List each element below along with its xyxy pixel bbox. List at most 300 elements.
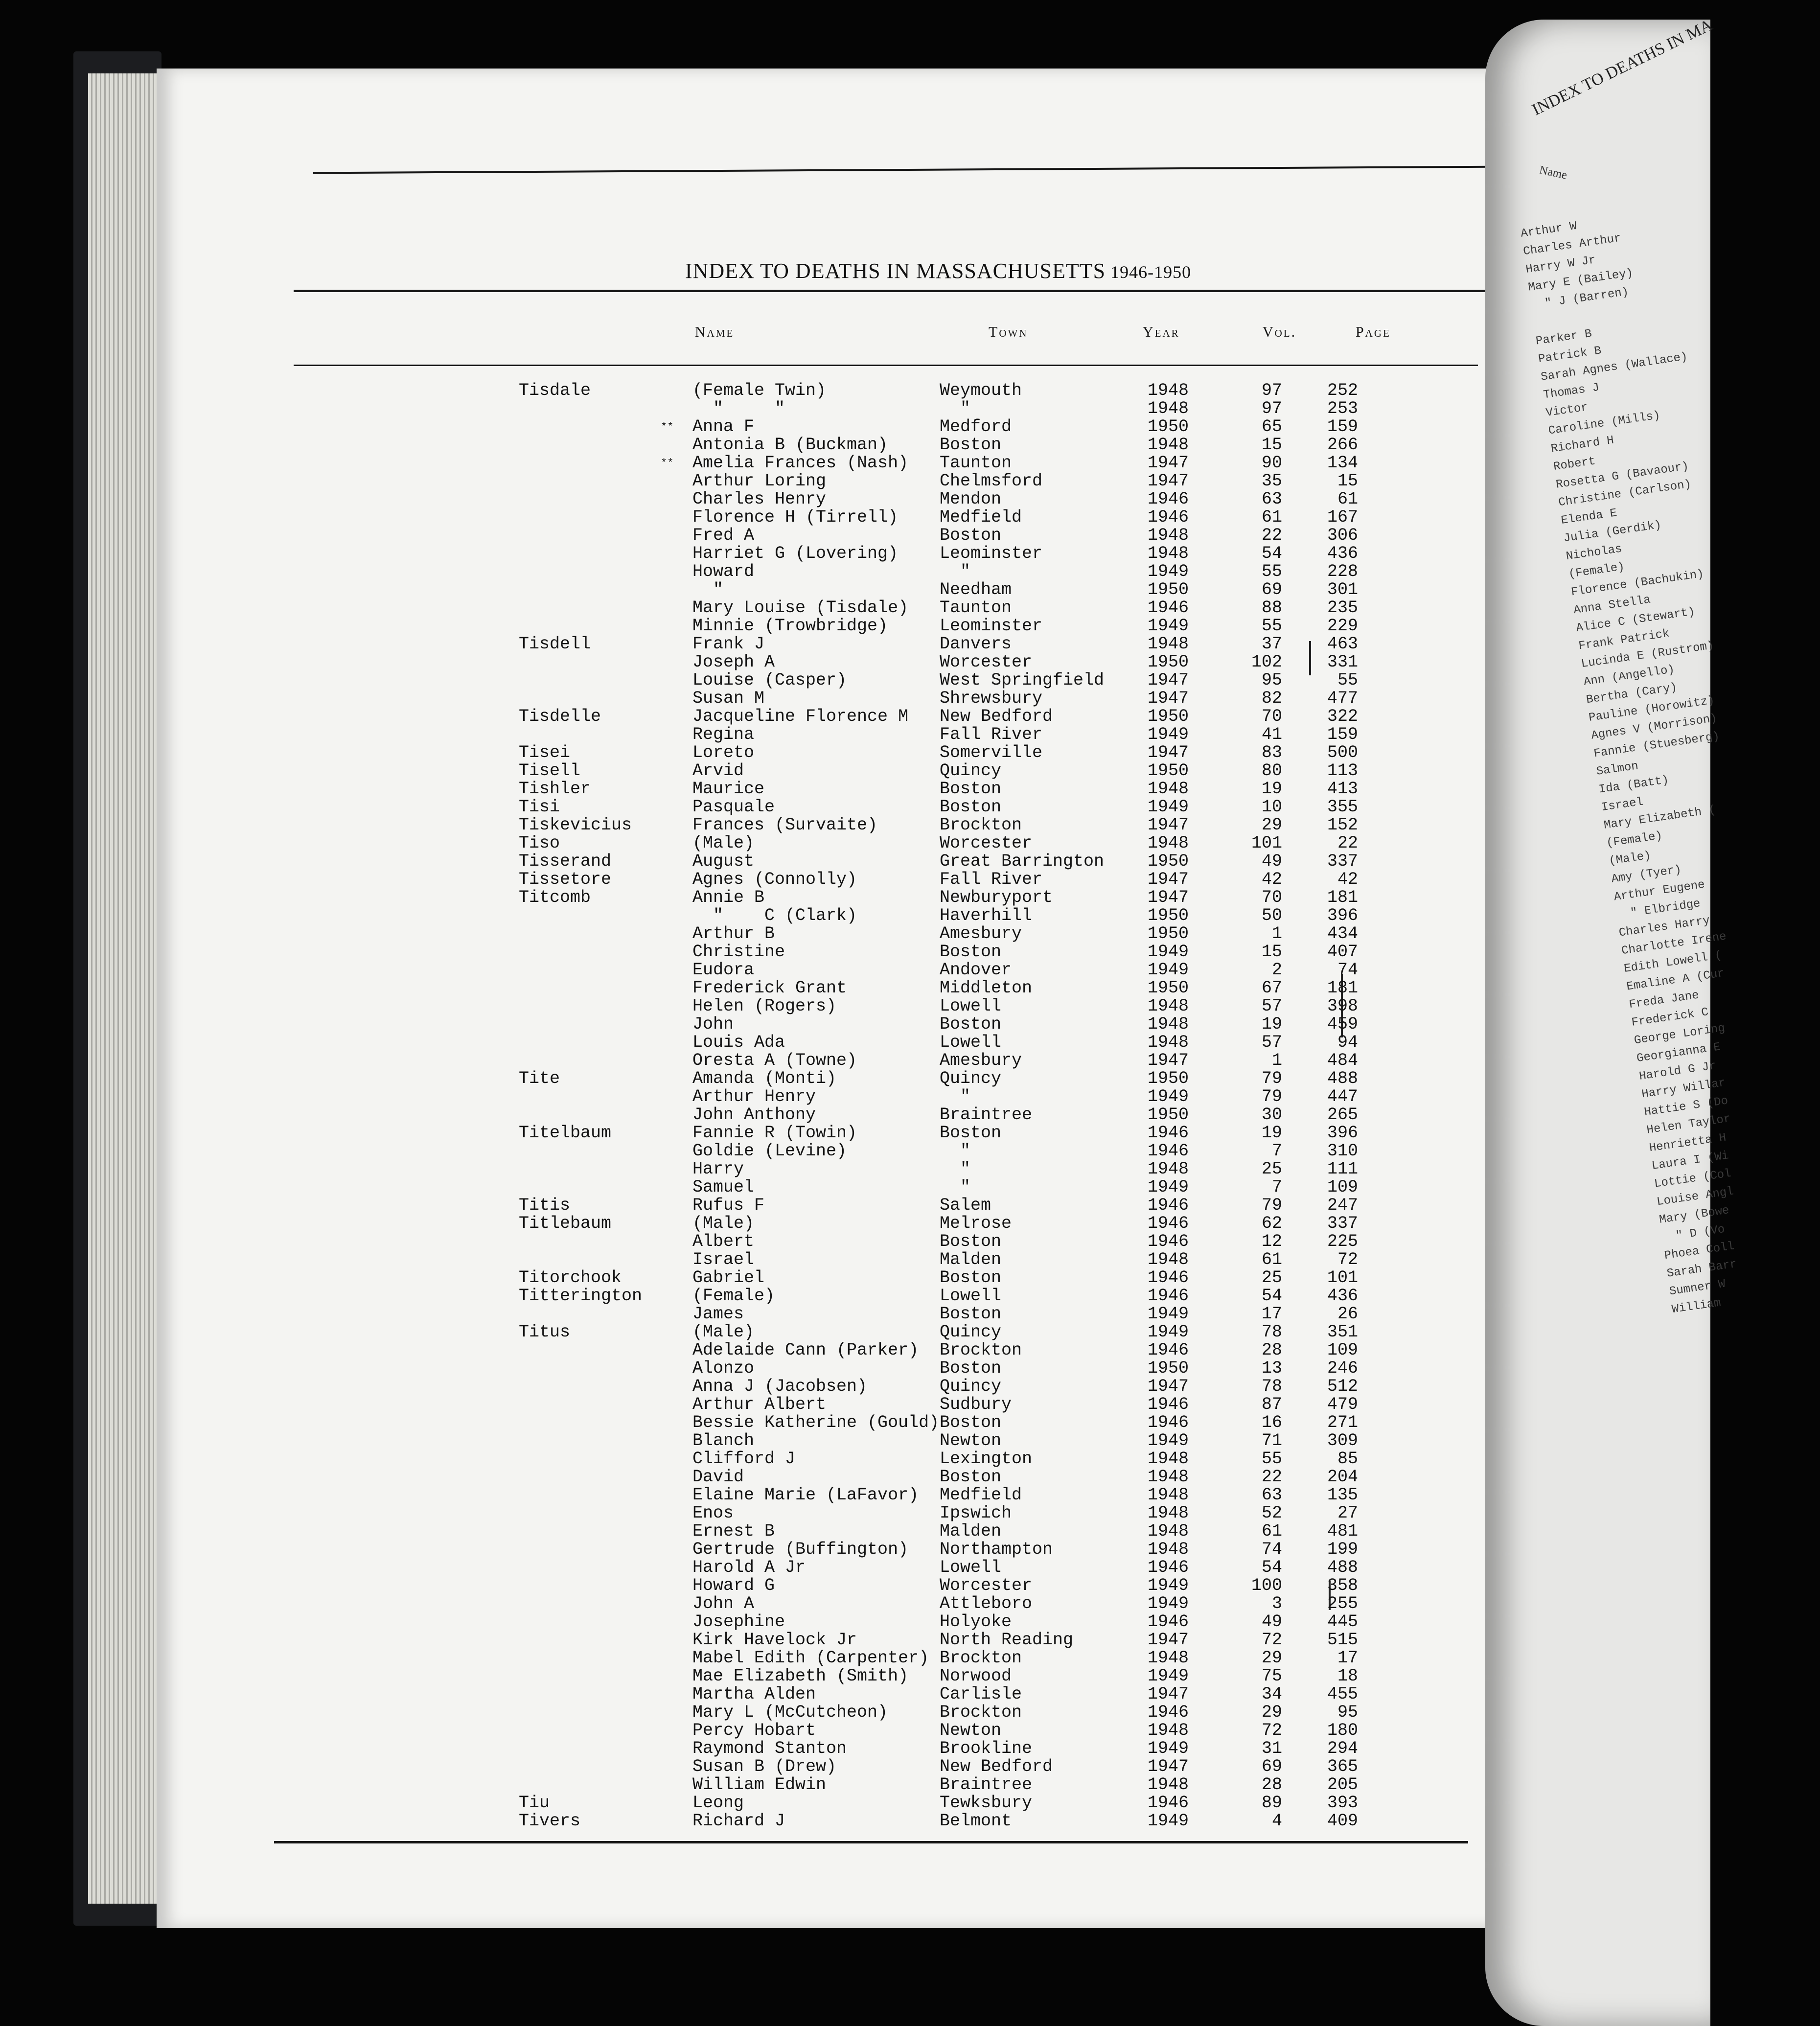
year: 1949 bbox=[1148, 960, 1189, 980]
table-row bbox=[519, 1088, 1497, 1106]
given-name: Arthur B bbox=[692, 924, 775, 944]
table-row bbox=[519, 1776, 1497, 1794]
town: Malden bbox=[940, 1521, 1002, 1541]
page-number: 355 bbox=[1327, 797, 1358, 817]
bottom-rule bbox=[274, 1841, 1468, 1843]
page-number: 94 bbox=[1337, 1033, 1358, 1052]
asterisk-mark: ** bbox=[661, 421, 674, 433]
given-name: Florence H (Tirrell) bbox=[692, 507, 898, 527]
volume: 71 bbox=[1261, 1431, 1282, 1450]
town: Worcester bbox=[940, 652, 1033, 672]
year: 1947 bbox=[1148, 471, 1189, 491]
town: Taunton bbox=[940, 598, 1012, 618]
page-number: 477 bbox=[1327, 689, 1358, 708]
page-number: 455 bbox=[1327, 1684, 1358, 1704]
town: North Reading bbox=[940, 1630, 1074, 1650]
given-name: Percy Hobart bbox=[692, 1721, 816, 1740]
surname: Tite bbox=[519, 1069, 560, 1088]
year: 1950 bbox=[1148, 1358, 1189, 1378]
town: Northampton bbox=[940, 1540, 1053, 1559]
table-row bbox=[519, 852, 1497, 871]
page-number: 398 bbox=[1327, 996, 1358, 1016]
town: Needham bbox=[940, 580, 1012, 599]
volume: 35 bbox=[1261, 471, 1282, 491]
table-row bbox=[519, 1577, 1497, 1595]
page-number: 515 bbox=[1327, 1630, 1358, 1650]
given-name: Charles Henry bbox=[692, 489, 827, 509]
table-row bbox=[519, 961, 1497, 979]
given-name: John bbox=[692, 1014, 734, 1034]
year: 1946 bbox=[1148, 1232, 1189, 1251]
given-name: Fannie R (Towin) bbox=[692, 1123, 857, 1143]
table-row bbox=[519, 400, 1497, 418]
page-number: 101 bbox=[1327, 1268, 1358, 1288]
table-row bbox=[519, 1034, 1497, 1052]
surname: Titelbaum bbox=[519, 1123, 612, 1143]
page-number: 266 bbox=[1327, 435, 1358, 455]
surname: Tiu bbox=[519, 1793, 550, 1813]
volume: 101 bbox=[1251, 833, 1282, 853]
year: 1949 bbox=[1148, 616, 1189, 636]
year: 1948 bbox=[1148, 634, 1189, 654]
volume: 69 bbox=[1261, 580, 1282, 599]
page-number: 152 bbox=[1327, 815, 1358, 835]
town: Leominster bbox=[940, 616, 1043, 636]
given-name: William Edwin bbox=[692, 1775, 827, 1795]
year: 1946 bbox=[1148, 1123, 1189, 1143]
town: " bbox=[940, 399, 971, 418]
volume: 7 bbox=[1271, 1177, 1282, 1197]
town: Andover bbox=[940, 960, 1012, 980]
page-number: 199 bbox=[1327, 1540, 1358, 1559]
table-row bbox=[519, 1812, 1497, 1830]
volume: 69 bbox=[1261, 1757, 1282, 1776]
table-row bbox=[519, 1522, 1497, 1541]
header-rule-bottom bbox=[294, 365, 1478, 366]
table-row bbox=[519, 1631, 1497, 1649]
given-name: Mary Louise (Tisdale) bbox=[692, 598, 909, 618]
surname: Titterington bbox=[519, 1286, 643, 1306]
town: Quincy bbox=[940, 1069, 1002, 1088]
title-years: 1946-1950 bbox=[1110, 262, 1192, 282]
page-number: 337 bbox=[1327, 1214, 1358, 1233]
year: 1947 bbox=[1148, 1630, 1189, 1650]
year: 1949 bbox=[1148, 1322, 1189, 1342]
page-number: 204 bbox=[1327, 1467, 1358, 1487]
col-header-year: Year bbox=[1143, 324, 1180, 340]
page-number: 322 bbox=[1327, 707, 1358, 726]
year: 1950 bbox=[1148, 761, 1189, 781]
town: Carlisle bbox=[940, 1684, 1022, 1704]
town: Amesbury bbox=[940, 924, 1022, 944]
town: West Springfield bbox=[940, 670, 1105, 690]
surname: Tisserand bbox=[519, 852, 612, 871]
table-row bbox=[519, 925, 1497, 943]
page-number: 479 bbox=[1327, 1395, 1358, 1414]
table-row bbox=[519, 472, 1497, 490]
given-name: Harry bbox=[692, 1159, 744, 1179]
town: Amesbury bbox=[940, 1051, 1022, 1070]
page-number: 85 bbox=[1337, 1449, 1358, 1469]
year: 1950 bbox=[1148, 707, 1189, 726]
table-row bbox=[519, 1740, 1497, 1758]
town: Mendon bbox=[940, 489, 1002, 509]
year: 1948 bbox=[1148, 779, 1189, 799]
year: 1950 bbox=[1148, 1069, 1189, 1088]
volume: 49 bbox=[1261, 852, 1282, 871]
volume: 3 bbox=[1271, 1594, 1282, 1613]
volume: 22 bbox=[1261, 1467, 1282, 1487]
table-row bbox=[519, 454, 1497, 472]
year: 1946 bbox=[1148, 507, 1189, 527]
table-row bbox=[519, 1378, 1497, 1396]
page-number: 246 bbox=[1327, 1358, 1358, 1378]
town: Boston bbox=[940, 1413, 1002, 1432]
given-name: Adelaide Cann (Parker) bbox=[692, 1340, 919, 1360]
table-row bbox=[519, 1215, 1497, 1233]
year: 1950 bbox=[1148, 1105, 1189, 1125]
year: 1948 bbox=[1148, 1485, 1189, 1505]
table-row bbox=[519, 997, 1497, 1015]
table-row bbox=[519, 1432, 1497, 1450]
page-number: 229 bbox=[1327, 616, 1358, 636]
volume: 79 bbox=[1261, 1196, 1282, 1215]
year: 1946 bbox=[1148, 1703, 1189, 1722]
town: Newton bbox=[940, 1721, 1002, 1740]
volume: 57 bbox=[1261, 1033, 1282, 1052]
page-number: 512 bbox=[1327, 1377, 1358, 1396]
table-row bbox=[519, 1070, 1497, 1088]
given-name: Howard bbox=[692, 562, 755, 581]
volume: 70 bbox=[1261, 707, 1282, 726]
volume: 1 bbox=[1271, 1051, 1282, 1070]
table-row bbox=[519, 798, 1497, 816]
given-name: John A bbox=[692, 1594, 755, 1613]
town: Tewksbury bbox=[940, 1793, 1033, 1813]
surname: Tisell bbox=[519, 761, 581, 781]
town: Newton bbox=[940, 1431, 1002, 1450]
year: 1947 bbox=[1148, 815, 1189, 835]
town: New Bedford bbox=[940, 707, 1053, 726]
volume: 61 bbox=[1261, 507, 1282, 527]
surname: Tisdelle bbox=[519, 707, 601, 726]
table-row bbox=[519, 889, 1497, 907]
table-row bbox=[519, 1197, 1497, 1215]
page-number: 301 bbox=[1327, 580, 1358, 599]
town: Quincy bbox=[940, 1377, 1002, 1396]
town: Leominster bbox=[940, 544, 1043, 563]
table-row bbox=[519, 508, 1497, 527]
table-row bbox=[519, 635, 1497, 653]
page-number: 252 bbox=[1327, 381, 1358, 400]
given-name: Raymond Stanton bbox=[692, 1739, 847, 1758]
volume: 70 bbox=[1261, 888, 1282, 907]
page-number: 111 bbox=[1327, 1159, 1358, 1179]
table-row bbox=[519, 1685, 1497, 1704]
year: 1948 bbox=[1148, 1521, 1189, 1541]
volume: 19 bbox=[1261, 1014, 1282, 1034]
table-row bbox=[519, 671, 1497, 690]
opposite-page bbox=[1485, 16, 1738, 2026]
given-name: Fred A bbox=[692, 526, 755, 545]
page-number: 55 bbox=[1337, 670, 1358, 690]
table-row bbox=[519, 1468, 1497, 1486]
volume: 2 bbox=[1271, 960, 1282, 980]
page-number: 309 bbox=[1327, 1431, 1358, 1450]
page-number: 358 bbox=[1327, 1576, 1358, 1595]
table-row bbox=[519, 1649, 1497, 1667]
town: Boston bbox=[940, 1268, 1002, 1288]
volume: 25 bbox=[1261, 1159, 1282, 1179]
volume: 61 bbox=[1261, 1521, 1282, 1541]
page-number: 159 bbox=[1327, 417, 1358, 437]
given-name: Arthur Albert bbox=[692, 1395, 827, 1414]
year: 1948 bbox=[1148, 1503, 1189, 1523]
given-name: " bbox=[692, 580, 724, 599]
page-number: 396 bbox=[1327, 906, 1358, 925]
town: Danvers bbox=[940, 634, 1012, 654]
given-name: Helen (Rogers) bbox=[692, 996, 837, 1016]
table-row bbox=[519, 1559, 1497, 1577]
page-number: 310 bbox=[1327, 1141, 1358, 1161]
page-number: 436 bbox=[1327, 1286, 1358, 1306]
town: Melrose bbox=[940, 1214, 1012, 1233]
header-rule-top bbox=[294, 290, 1488, 292]
surname: Tishler bbox=[519, 779, 591, 799]
page-number: 109 bbox=[1327, 1177, 1358, 1197]
page-number: 481 bbox=[1327, 1521, 1358, 1541]
table-row bbox=[519, 1341, 1497, 1359]
given-name: Israel bbox=[692, 1250, 755, 1269]
page-number: 409 bbox=[1327, 1811, 1358, 1831]
given-name: August bbox=[692, 852, 755, 871]
year: 1948 bbox=[1148, 1775, 1189, 1795]
volume: 65 bbox=[1261, 417, 1282, 437]
year: 1949 bbox=[1148, 797, 1189, 817]
volume: 17 bbox=[1261, 1304, 1282, 1324]
given-name: Clifford J bbox=[692, 1449, 796, 1469]
table-row bbox=[519, 545, 1497, 563]
year: 1946 bbox=[1148, 1214, 1189, 1233]
given-name: Amanda (Monti) bbox=[692, 1069, 837, 1088]
town: Quincy bbox=[940, 761, 1002, 781]
given-name: Goldie (Levine) bbox=[692, 1141, 847, 1161]
given-name: " C (Clark) bbox=[692, 906, 857, 925]
given-name: Arthur Henry bbox=[692, 1087, 816, 1106]
table-row bbox=[519, 1233, 1497, 1251]
volume: 89 bbox=[1261, 1793, 1282, 1813]
given-name: (Female) bbox=[692, 1286, 775, 1306]
table-row bbox=[519, 1124, 1497, 1142]
volume: 50 bbox=[1261, 906, 1282, 925]
given-name: Samuel bbox=[692, 1177, 755, 1197]
given-name: Louis Ada bbox=[692, 1033, 785, 1052]
given-name: Leong bbox=[692, 1793, 744, 1813]
year: 1946 bbox=[1148, 1558, 1189, 1577]
page-number: 255 bbox=[1327, 1594, 1358, 1613]
volume: 22 bbox=[1261, 526, 1282, 545]
town: Boston bbox=[940, 526, 1002, 545]
year: 1948 bbox=[1148, 996, 1189, 1016]
year: 1950 bbox=[1148, 417, 1189, 437]
table-row bbox=[519, 726, 1497, 744]
page-number: 74 bbox=[1337, 960, 1358, 980]
surname: Tiso bbox=[519, 833, 560, 853]
volume: 29 bbox=[1261, 1703, 1282, 1722]
town: Lowell bbox=[940, 1558, 1002, 1577]
year: 1949 bbox=[1148, 1739, 1189, 1758]
town: Lowell bbox=[940, 996, 1002, 1016]
volume: 30 bbox=[1261, 1105, 1282, 1125]
year: 1950 bbox=[1148, 924, 1189, 944]
page-number: 459 bbox=[1327, 1014, 1358, 1034]
town: Shrewsbury bbox=[940, 689, 1043, 708]
year: 1949 bbox=[1148, 1431, 1189, 1450]
town: Boston bbox=[940, 1014, 1002, 1034]
year: 1946 bbox=[1148, 1612, 1189, 1632]
page-number: 159 bbox=[1327, 725, 1358, 744]
table-row bbox=[519, 1015, 1497, 1034]
page-number: 445 bbox=[1327, 1612, 1358, 1632]
year: 1948 bbox=[1148, 526, 1189, 545]
year: 1948 bbox=[1148, 399, 1189, 418]
volume: 75 bbox=[1261, 1666, 1282, 1686]
given-name: Martha Alden bbox=[692, 1684, 816, 1704]
given-name: Pasquale bbox=[692, 797, 775, 817]
town: Belmont bbox=[940, 1811, 1012, 1831]
page-number: 72 bbox=[1337, 1250, 1358, 1269]
page-number: 22 bbox=[1337, 833, 1358, 853]
page-number: 26 bbox=[1337, 1304, 1358, 1324]
town: Somerville bbox=[940, 743, 1043, 762]
town: Boston bbox=[940, 779, 1002, 799]
volume: 63 bbox=[1261, 1485, 1282, 1505]
volume: 87 bbox=[1261, 1395, 1282, 1414]
town: Medford bbox=[940, 417, 1012, 437]
table-row bbox=[519, 1541, 1497, 1559]
year: 1949 bbox=[1148, 562, 1189, 581]
page-number: 17 bbox=[1337, 1648, 1358, 1668]
top-rule bbox=[313, 166, 1497, 174]
town: Boston bbox=[940, 1358, 1002, 1378]
volume: 55 bbox=[1261, 616, 1282, 636]
given-name: Christine bbox=[692, 942, 785, 962]
opposite-name-header: Name bbox=[1538, 163, 1568, 182]
page-number: 247 bbox=[1327, 1196, 1358, 1215]
given-name: Maurice bbox=[692, 779, 765, 799]
table-row bbox=[519, 1287, 1497, 1305]
page-number: 271 bbox=[1327, 1413, 1358, 1432]
year: 1948 bbox=[1148, 1648, 1189, 1668]
town: Brookline bbox=[940, 1739, 1033, 1758]
town: Holyoke bbox=[940, 1612, 1012, 1632]
town: Norwood bbox=[940, 1666, 1012, 1686]
surname: Tivers bbox=[519, 1811, 581, 1831]
index-table bbox=[519, 382, 1497, 1830]
opposite-title: INDEX TO DEATHS IN MA bbox=[1529, 16, 1716, 119]
year: 1950 bbox=[1148, 652, 1189, 672]
town: New Bedford bbox=[940, 1757, 1053, 1776]
page-number: 205 bbox=[1327, 1775, 1358, 1795]
volume: 42 bbox=[1261, 870, 1282, 889]
given-name: Arthur Loring bbox=[692, 471, 827, 491]
volume: 12 bbox=[1261, 1232, 1282, 1251]
year: 1946 bbox=[1148, 1268, 1189, 1288]
year: 1949 bbox=[1148, 725, 1189, 744]
town: Fall River bbox=[940, 870, 1043, 889]
page-number: 135 bbox=[1327, 1485, 1358, 1505]
town: " bbox=[940, 1159, 971, 1179]
table-row bbox=[519, 1613, 1497, 1631]
page-number: 42 bbox=[1337, 870, 1358, 889]
table-row bbox=[519, 1486, 1497, 1504]
volume: 67 bbox=[1261, 978, 1282, 998]
town: Quincy bbox=[940, 1322, 1002, 1342]
town: Lowell bbox=[940, 1286, 1002, 1306]
table-row bbox=[519, 581, 1497, 599]
page-number: 306 bbox=[1327, 526, 1358, 545]
table-row bbox=[519, 744, 1497, 762]
page-number: 500 bbox=[1327, 743, 1358, 762]
year: 1946 bbox=[1148, 1340, 1189, 1360]
year: 1949 bbox=[1148, 942, 1189, 962]
year: 1949 bbox=[1148, 1177, 1189, 1197]
opposite-entries: Arthur W Charles Arthur Harry W Jr Mary E (Bailey) " J (Barren) Parker B Patrick B Sarah Agnes (Wallace) Thomas J Victor Caroline (Mills) Richard H Robert Rosetta G (Bavaour) Christine (Carlson) Elenda E Julia (Gerdik) Nicholas (Female) Florence (Bachukin) Anna Stella Alice C (Stewart) Frank Patrick Lucinda E (Rustrom) Ann (Angello) Bertha (Cary) Pauline (Horowitz) Agnes V (Morrison) Fannie (Stuesberg) Salmon Ida (Batt) Israel Mary Elizabeth ( (Female) (Male) Amy (Tyer) Arthur Eugene " Elbridge Charles Harry Charlotte Irene Edith Lowell ( Emaline A (Cur Freda Jane Frederick C George Loring Georgianna E Harold G Jr Harry Willar Hattie S (Do Helen Taylor Henrietta H Laura I (Wi Lottie (Col Louise Angl Mary (Bowe " D (Vo Phoea Coll Sarah Barr Sumner W William bbox=[1520, 219, 1738, 1317]
given-name: Louise (Casper) bbox=[692, 670, 847, 690]
town: Attleboro bbox=[940, 1594, 1033, 1613]
table-row bbox=[519, 907, 1497, 925]
town: Haverhill bbox=[940, 906, 1033, 925]
given-name: Antonia B (Buckman) bbox=[692, 435, 888, 455]
table-row bbox=[519, 1722, 1497, 1740]
volume: 55 bbox=[1261, 562, 1282, 581]
town: " bbox=[940, 1141, 971, 1161]
town: Boston bbox=[940, 1123, 1002, 1143]
given-name: Frances (Survaite) bbox=[692, 815, 878, 835]
volume: 97 bbox=[1261, 399, 1282, 418]
table-row bbox=[519, 979, 1497, 997]
year: 1948 bbox=[1148, 1467, 1189, 1487]
page-number: 484 bbox=[1327, 1051, 1358, 1070]
table-row bbox=[519, 653, 1497, 671]
given-name: (Female Twin) bbox=[692, 381, 827, 400]
town: Boston bbox=[940, 1467, 1002, 1487]
given-name: Elaine Marie (LaFavor) bbox=[692, 1485, 919, 1505]
page-number: 463 bbox=[1327, 634, 1358, 654]
given-name: (Male) bbox=[692, 1214, 755, 1233]
page-number: 447 bbox=[1327, 1087, 1358, 1106]
given-name: (Male) bbox=[692, 833, 755, 853]
town: Brockton bbox=[940, 1340, 1022, 1360]
town: Salem bbox=[940, 1196, 991, 1215]
table-row bbox=[519, 943, 1497, 961]
given-name: (Male) bbox=[692, 1322, 755, 1342]
given-name: " " bbox=[692, 399, 785, 418]
year: 1949 bbox=[1148, 1304, 1189, 1324]
volume: 80 bbox=[1261, 761, 1282, 781]
given-name: Agnes (Connolly) bbox=[692, 870, 857, 889]
town: Lexington bbox=[940, 1449, 1033, 1469]
given-name: Gabriel bbox=[692, 1268, 765, 1288]
volume: 10 bbox=[1261, 797, 1282, 817]
page-title bbox=[685, 258, 1223, 283]
volume: 79 bbox=[1261, 1069, 1282, 1088]
year: 1946 bbox=[1148, 1141, 1189, 1161]
year: 1947 bbox=[1148, 870, 1189, 889]
given-name: Bessie Katherine (Gould) bbox=[692, 1413, 940, 1432]
year: 1947 bbox=[1148, 689, 1189, 708]
table-row bbox=[519, 1504, 1497, 1522]
